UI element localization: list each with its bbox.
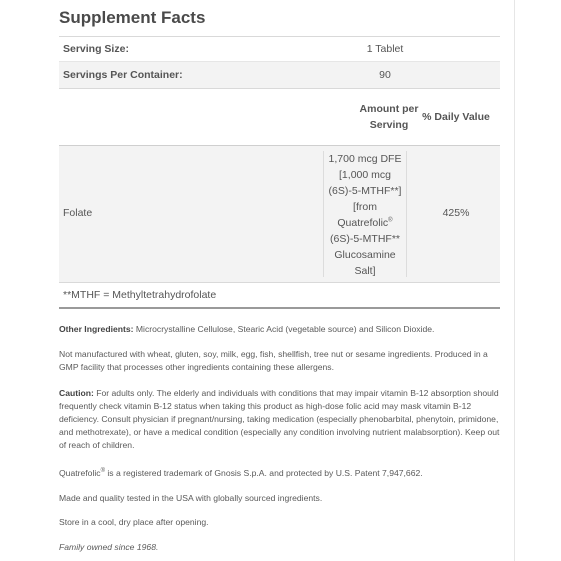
footnote-row (59, 282, 500, 309)
caution-label: Caution: (59, 388, 94, 398)
page-title: Supplement Facts (59, 8, 206, 27)
amount-line: [1,000 mcg (339, 169, 391, 181)
caution-paragraph (59, 387, 504, 452)
serving-size-row (59, 36, 500, 61)
made-in-note: Made and quality tested in the USA with globally sourced ingredients. (59, 493, 323, 503)
allergen-note: Not manufactured with wheat, gluten, soy, milk, egg, fish, shellfish, tree nut or sesame ingredients. Produced in a GMP facility that processes other ingredients containing these allergens. (59, 349, 488, 372)
amount-line: (6S)-5-MTHF**] (328, 185, 402, 197)
amount-line: Salt] (354, 265, 376, 277)
right-divider (514, 0, 515, 561)
servings-per-container-row (59, 61, 500, 88)
amount-header-line: Amount per (359, 103, 419, 115)
amount-line: (6S)-5-MTHF** (330, 233, 400, 245)
registered-mark: ® (100, 468, 105, 475)
table-header-row (59, 88, 500, 146)
nutrient-amount (323, 151, 407, 277)
serving-size-value: 1 Tablet (366, 43, 404, 55)
amount-line (324, 215, 406, 231)
registered-mark: ® (388, 217, 393, 224)
other-ingredients (59, 323, 504, 336)
nutrient-name: Folate (63, 207, 93, 219)
brand-text: Quatrefolic (337, 217, 389, 229)
trademark-brand: Quatrefolic (59, 468, 101, 478)
serving-size-label: Serving Size: (63, 43, 129, 55)
footnote-text: **MTHF = Methyltetrahydrofolate (63, 289, 217, 301)
amount-line: Glucosamine (334, 249, 396, 261)
supplement-facts-table (59, 36, 500, 309)
amount-line: 1,700 mcg DFE (328, 153, 402, 165)
trademark-text: is a registered trademark of Gnosis S.p.A. and protected by U.S. Patent 7,947,662. (104, 468, 423, 478)
other-ingredients-text: Microcrystalline Cellulose, Stearic Acid (vegetable source) and Silicon Dioxide. (133, 324, 435, 334)
storage-note: Store in a cool, dry place after opening. (59, 517, 209, 527)
family-owned-note: Family owned since 1968. (59, 542, 159, 552)
amount-line: [from (353, 201, 377, 213)
caution-text: For adults only. The elderly and individuals with conditions that may impair vitamin B-12 absorption should frequently check vitamin B-12 status when taking this product as high-dose folic acid may mask vitamin B-12 deficiency. Consult physician if pregnant/nursing, taking medication (especially phenobarbital, phenytoin, primidone, and methotrexate), or have a medical condition (especially any condition involving nutrient malabsorption). Keep out of reach of children. (59, 388, 500, 450)
other-ingredients-label: Other Ingredients: (59, 324, 134, 334)
amount-header-line: Serving (369, 119, 409, 131)
servings-per-container-label: Servings Per Container: (63, 69, 183, 81)
nutrient-daily-value: 425% (442, 207, 470, 219)
trademark-note (59, 467, 504, 480)
servings-per-container-value: 90 (379, 69, 391, 81)
daily-value-header: % Daily Value (422, 111, 490, 123)
nutrient-row-folate (59, 146, 500, 282)
